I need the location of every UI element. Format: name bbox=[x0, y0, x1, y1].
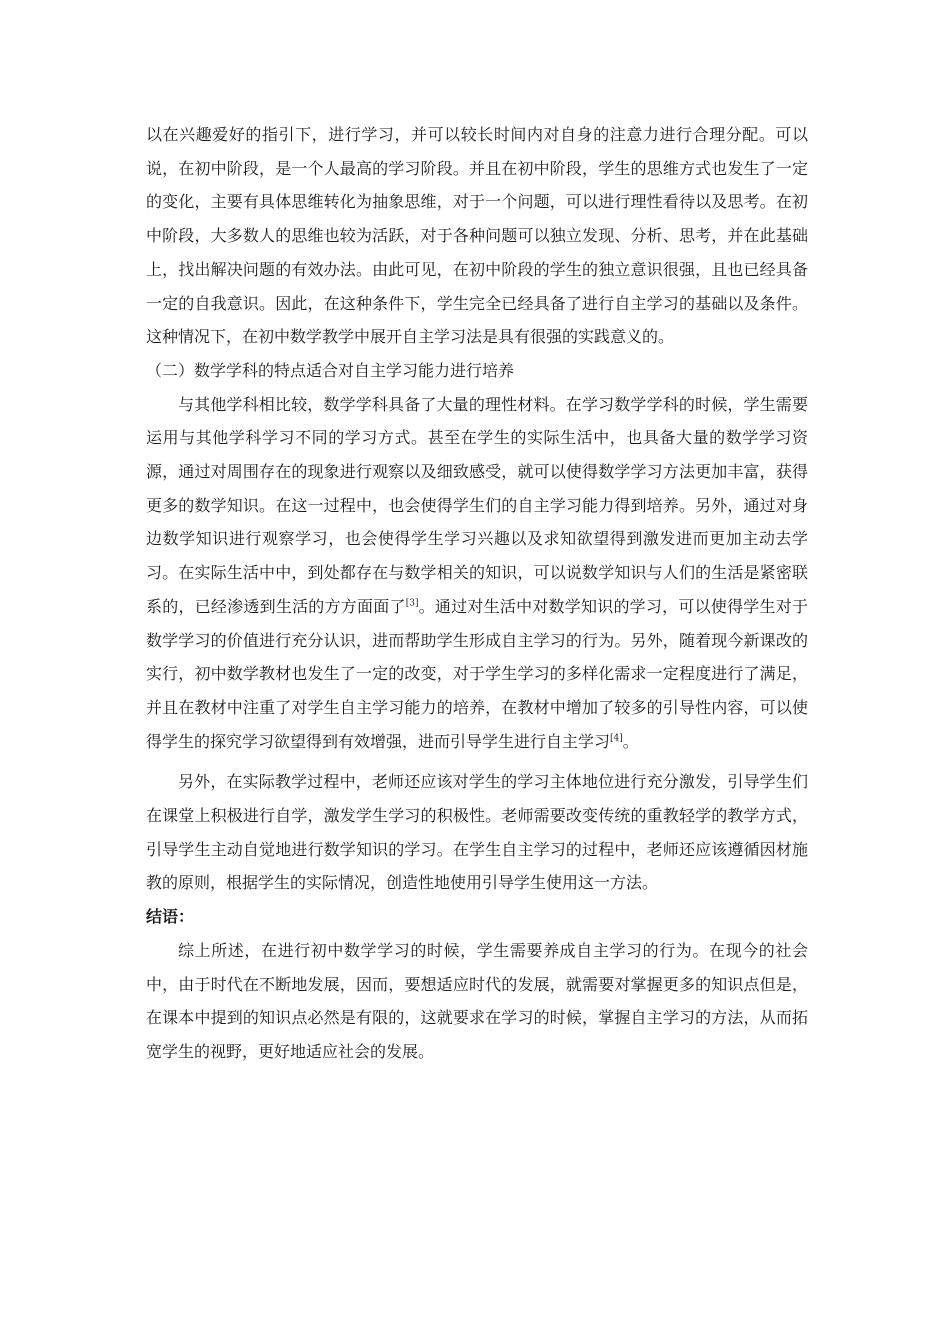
citation-4: [4] bbox=[610, 733, 623, 744]
citation-3: [3] bbox=[405, 598, 419, 609]
paragraph-conclusion: 综上所述，在进行初中数学学习的时候，学生需要养成自主学习的行为。在现今的社会中，由于时代在不断地发展，因而，要想适应时代的发展，就需要对掌握更多的知识点但是，在课本中提到的知识点必然是有限的，这就要求在学习的时候，掌握自主学习的方法，从而拓宽学生的视野，更好地适应社会的发展。 bbox=[146, 940, 808, 1061]
paragraph-teacher-role: 另外，在实际教学过程中，老师还应该对学生的学习主体地位进行充分激发，引导学生们在课堂上积极进行自学，激发学生学习的积极性。老师需要改变传统的重教轻学的教学方式，引导学生主动自觉地进行数学知识的学习。在学生自主学习的过程中，老师还应该遵循因材施教的原则，根据学生的实际情况，创造性地使用引导学生使用这一方法。 bbox=[146, 772, 808, 893]
conclusion-heading: 结语： bbox=[146, 907, 195, 927]
paragraph-text: 。通过对生活中对数学知识的学习，可以使得学生对于数学学习的价值进行充分认识，进而帮助学生形成自主学习的行为。另外，随着现今新课改的实行，初中数学教材也发生了一定的改变，对于学生学习的多样化需求一定程度进行了满足，并且在教材中注重了对学生自主学习能力的培养，在教材中增加了较多的引导性内容，可以使得学生的探究学习欲望得到有效增强，进而引导学生进行自主学习 bbox=[146, 596, 808, 751]
paragraph-subject-features bbox=[146, 388, 808, 759]
document-page bbox=[146, 118, 808, 1069]
paragraph-text: 与其他学科相比较，数学学科具备了大量的理性材料。在学习数学学科的时候，学生需要运用与其他学科学习不同的学习方式。甚至在学生的实际生活中，也具备大量的数学学习资源，通过对周围存在的现象进行观察以及细致感受，就可以使得数学学习方法更加丰富，获得更多的数学知识。在这一过程中，也会使得学生们的自主学习能力得到培养。另外，通过对身边数学知识进行观察学习，也会使得学生学习兴趣以及求知欲望得到激发进而更加主动去学习。在实际生活中中，到处都存在与数学相关的知识，可以说数学知识与人们的生活是紧密联系的，已经渗透到生活的方方面面了 bbox=[146, 394, 808, 616]
paragraph-text: 。 bbox=[622, 731, 639, 751]
section-heading: （二）数学学科的特点适合对自主学习能力进行培养 bbox=[146, 360, 515, 380]
paragraph-continued: 以在兴趣爱好的指引下，进行学习，并可以较长时间内对自身的注意力进行合理分配。可以说，在初中阶段，是一个人最高的学习阶段。并且在初中阶段，学生的思维方式也发生了一定的变化，主要有具体思维转化为抽象思维，对于一个问题，可以进行理性看待以及思考。在初中阶段，大多数人的思维也较为活跃，对于各种问题可以独立发现、分析、思考，并在此基础上，找出解决问题的有效办法。由此可见，在初中阶段的学生的独立意识很强，且也已经具备一定的自我意识。因此，在这种条件下，学生完全已经具备了进行自主学习的基础以及条件。这种情况下，在初中数学教学中展开自主学习法是具有很强的实践意义的。 bbox=[146, 125, 808, 347]
